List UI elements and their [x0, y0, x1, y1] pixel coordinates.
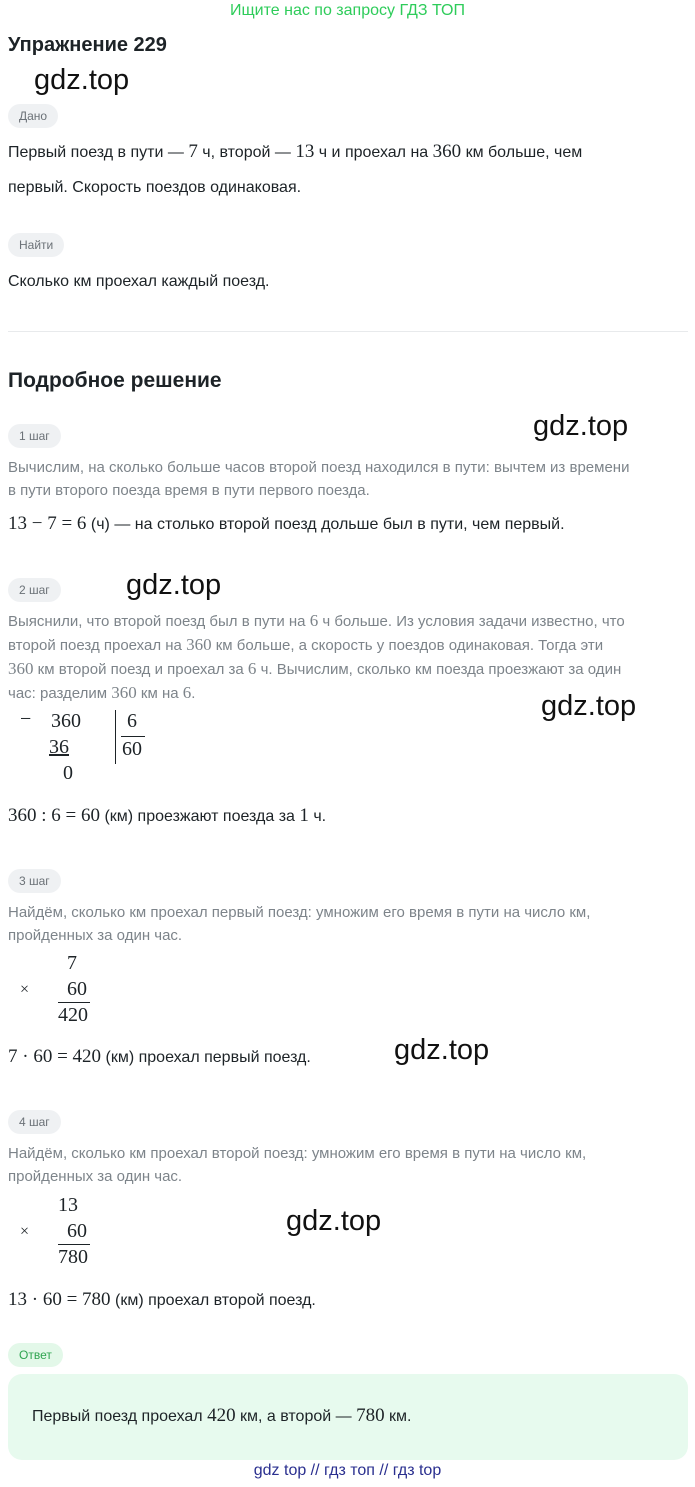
step-2-description-line — [8, 657, 688, 681]
step-1-description-line: Вычислим, на сколько больше часов второй поезд находился в пути: вычтем из времени — [8, 459, 630, 476]
answer-text-part: км. — [384, 1408, 412, 1425]
step-1-expression: 13 − 7 = 6 — [8, 513, 87, 534]
footer-separator: // — [374, 1462, 393, 1479]
desc-number: 6 — [182, 683, 192, 702]
step-1-result — [8, 512, 565, 537]
mul-1-line — [58, 1002, 90, 1003]
answer-text-part: км, а второй — — [235, 1408, 357, 1425]
mul-2-sign: × — [20, 1223, 30, 1240]
desc-text: км больше, а скорость у поездов одинаковая. Тогда эти — [211, 637, 604, 654]
division-minus-sign: − — [20, 708, 32, 730]
step-2-description-line — [8, 633, 688, 657]
section-divider — [8, 331, 688, 332]
desc-text: км второй поезд и проехал за — [33, 661, 248, 678]
given-badge: Дано — [8, 104, 58, 128]
division-subtrahend: 36 — [49, 736, 69, 758]
answer-text — [32, 1405, 411, 1427]
mul-2-product: 780 — [58, 1246, 88, 1268]
step-3-description-line: Найдём, сколько км проехал первый поезд: умножим его время в пути на число км, — [8, 904, 591, 921]
step-4-unit: (км) — [110, 1292, 144, 1309]
given-text: ч и проехал на — [314, 144, 433, 161]
division-divisor: 6 — [127, 710, 137, 732]
find-text: Сколько км проехал каждый поезд. — [8, 273, 270, 290]
given-text-line-1 — [8, 140, 582, 165]
division-dividend: 360 — [51, 710, 81, 732]
desc-text: км на — [136, 685, 183, 702]
step-1-badge: 1 шаг — [8, 424, 61, 448]
footer-link-gdz-top-ru[interactable]: гдз топ — [324, 1462, 375, 1479]
mul-2-operand-b: 60 — [67, 1220, 87, 1242]
answer-text-part: Первый поезд проехал — [32, 1408, 208, 1425]
top-banner: Ищите нас по запросу ГДЗ ТОП — [230, 2, 465, 19]
step-1-unit: (ч) — [86, 516, 110, 533]
desc-text: ч. Вычислим, сколько км поезда проезжают за один — [256, 661, 622, 678]
find-badge: Найти — [8, 233, 64, 257]
step-2-unit: (км) — [100, 808, 134, 825]
step-3-description-line: пройденных за один час. — [8, 927, 183, 944]
watermark: gdz.top — [394, 1034, 490, 1066]
step-3-expression: 7 · 60 = 420 — [8, 1046, 102, 1067]
division-quotient: 60 — [122, 738, 142, 760]
mul-2-line — [58, 1244, 90, 1245]
desc-number: 360 — [8, 659, 34, 678]
answer-box — [8, 1374, 688, 1460]
footer-separator: // — [306, 1462, 325, 1479]
desc-number: 6 — [309, 611, 319, 630]
step-4-badge: 4 шаг — [8, 1110, 61, 1134]
step-4-result-text: проехал второй поезд. — [143, 1292, 316, 1309]
desc-text: второй поезд проехал на — [8, 637, 187, 654]
step-1-result-text: — на столько второй поезд дольше был в пути, чем первый. — [109, 516, 565, 533]
step-4-result — [8, 1288, 316, 1313]
mul-2-operand-a: 13 — [58, 1194, 78, 1216]
desc-text: час: разделим — [8, 685, 112, 702]
answer-badge: Ответ — [8, 1343, 63, 1367]
step-4-description — [8, 1142, 688, 1188]
step-3-result-text: проехал первый поезд. — [134, 1049, 311, 1066]
answer-number: 780 — [356, 1405, 385, 1426]
step-4-description-line: пройденных за один час. — [8, 1168, 183, 1185]
footer-link-gdz-top[interactable]: gdz top — [253, 1462, 307, 1479]
desc-text: Выяснили, что второй поезд был в пути на — [8, 613, 310, 630]
given-number: 7 — [188, 141, 198, 162]
step-3-badge: 3 шаг — [8, 869, 61, 893]
step-2-description-line — [8, 609, 688, 633]
mul-1-operand-a: 7 — [67, 952, 77, 974]
given-number: 13 — [295, 141, 315, 162]
given-text-line-2: первый. Скорость поездов одинаковая. — [8, 179, 302, 196]
step-2-expression: 360 : 6 = 60 — [8, 805, 100, 826]
watermark: gdz.top — [541, 690, 637, 722]
step-4-description-line: Найдём, сколько км проехал второй поезд: умножим его время в пути на число км, — [8, 1145, 587, 1162]
answer-number: 420 — [207, 1405, 236, 1426]
desc-number: 360 — [186, 635, 212, 654]
division-bracket-vertical — [115, 710, 116, 764]
step-3-unit: (км) — [101, 1049, 135, 1066]
given-number: 360 — [432, 141, 462, 162]
watermark: gdz.top — [533, 410, 629, 442]
footer-links — [0, 1462, 695, 1480]
step-2-result-text: проезжают поезда за — [133, 808, 300, 825]
desc-text: . — [191, 685, 196, 702]
page-title: Упражнение 229 — [8, 34, 167, 56]
step-3-result — [8, 1045, 311, 1070]
mul-1-operand-b: 60 — [67, 978, 87, 1000]
division-bracket-horizontal — [121, 736, 145, 737]
given-text: ч, второй — — [197, 144, 296, 161]
step-1-description — [8, 456, 688, 502]
desc-text: ч больше. Из условия задачи известно, что — [318, 613, 625, 630]
step-1-description-line: в пути второго поезда время в пути первого поезда. — [8, 482, 370, 499]
step-2-result-number: 1 — [299, 805, 309, 826]
watermark: gdz.top — [286, 1205, 382, 1237]
mul-1-sign: × — [20, 981, 30, 998]
step-3-description — [8, 901, 688, 947]
desc-number: 6 — [247, 659, 257, 678]
mul-1-product: 420 — [58, 1004, 88, 1026]
division-remainder: 0 — [63, 762, 73, 784]
step-2-result-text: ч. — [308, 808, 327, 825]
given-text: Первый поезд в пути — — [8, 144, 189, 161]
desc-number: 360 — [111, 683, 137, 702]
step-2-result — [8, 804, 326, 829]
watermark: gdz.top — [34, 64, 130, 96]
given-text: км больше, чем — [461, 144, 583, 161]
step-4-expression: 13 · 60 = 780 — [8, 1289, 111, 1310]
footer-link-gdz-top-mixed[interactable]: гдз top — [392, 1462, 442, 1479]
watermark: gdz.top — [126, 569, 222, 601]
solution-title: Подробное решение — [8, 369, 222, 392]
step-2-badge: 2 шаг — [8, 578, 61, 602]
